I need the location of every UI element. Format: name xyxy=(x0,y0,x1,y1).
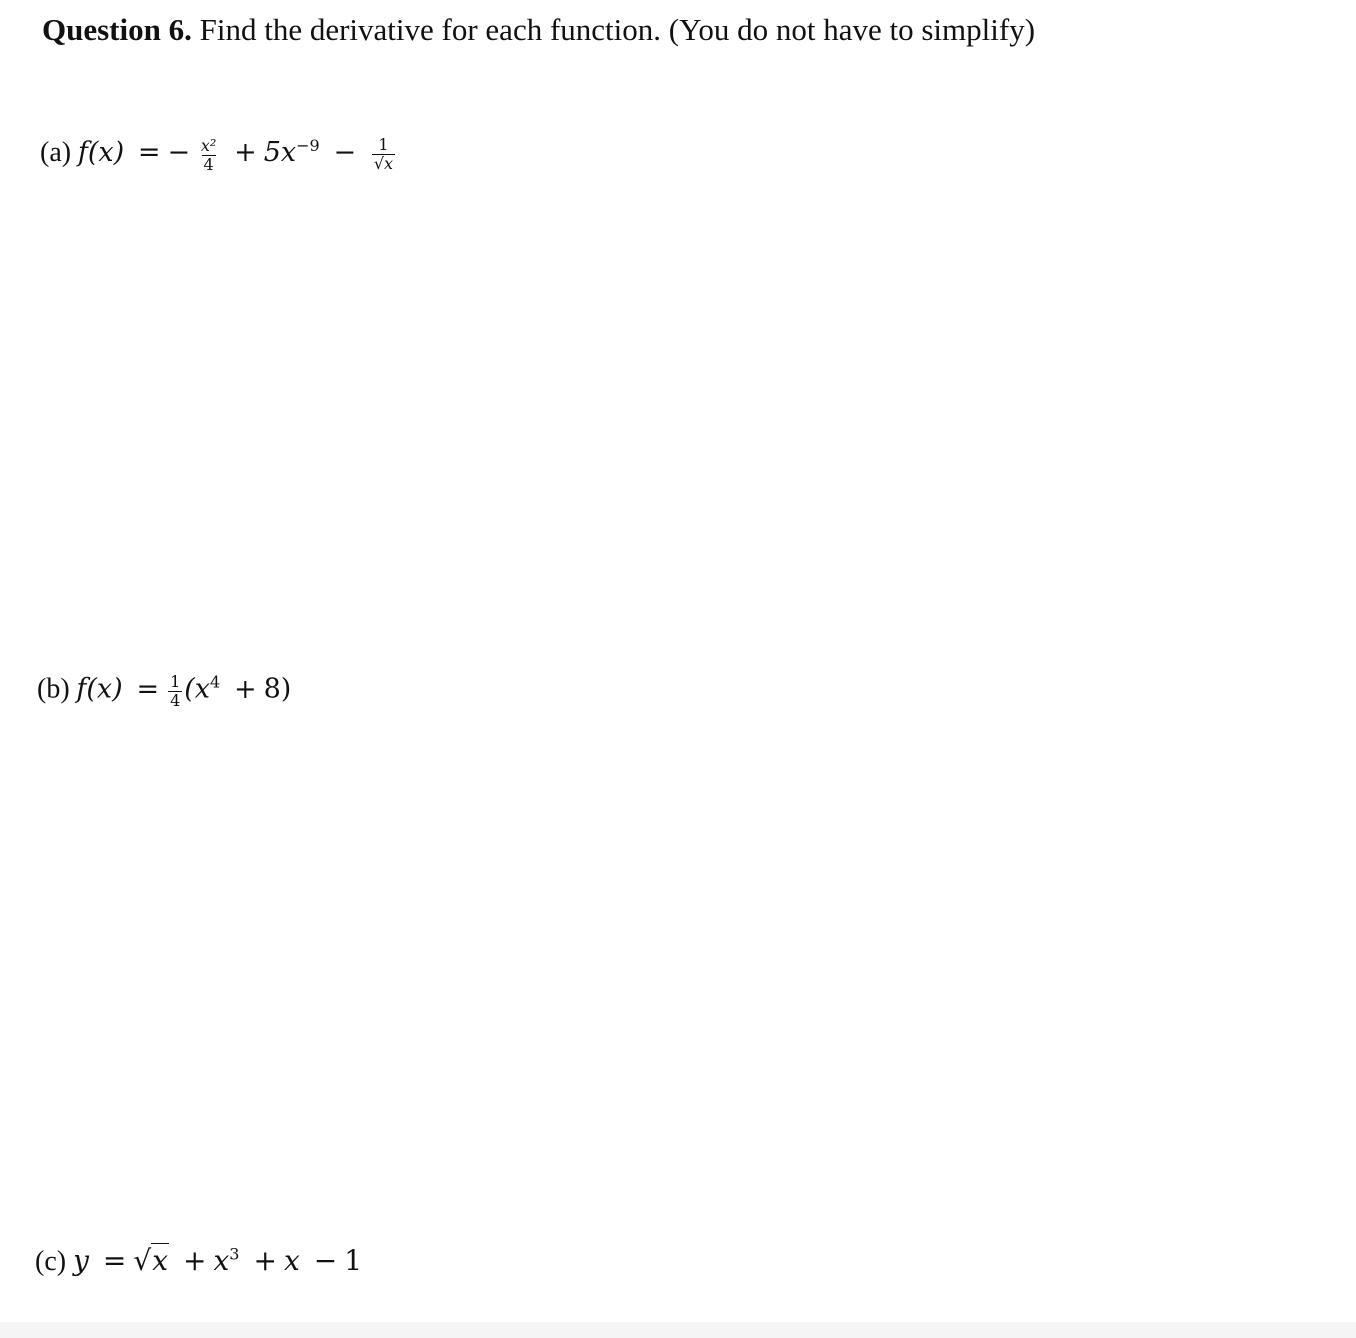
part-c-term-2: x xyxy=(213,1244,230,1277)
part-a-fraction-2 xyxy=(372,136,395,174)
part-a-fraction-2-denominator xyxy=(372,154,395,174)
part-b-label: (b) xyxy=(37,673,70,705)
part-a-label: (a) xyxy=(40,137,72,169)
part-c-term-3: x xyxy=(283,1244,300,1277)
part-b-lhs: f(x) xyxy=(76,673,123,705)
part-b-equals: = xyxy=(136,673,160,705)
part-c-constant: 1 xyxy=(344,1244,363,1277)
part-b-fraction xyxy=(168,673,182,710)
part-c-lhs: y xyxy=(73,1244,89,1277)
part-a-equals: = xyxy=(137,137,161,169)
part-a-fraction-1 xyxy=(199,137,218,174)
part-b-plus: + xyxy=(233,673,257,705)
page-bottom-edge xyxy=(0,1322,1356,1338)
part-b-fraction-numerator: 1 xyxy=(170,672,181,691)
part-b-open-term: (x xyxy=(184,673,211,705)
part-c-plus-2: + xyxy=(253,1244,277,1277)
part-a-minus-2: − xyxy=(333,137,357,169)
part-b-equation xyxy=(37,673,291,710)
part-a-equation xyxy=(40,136,397,174)
part-a-plus: + xyxy=(234,137,257,169)
part-c-term-2-exponent: 3 xyxy=(229,1244,240,1264)
part-c-equals: = xyxy=(102,1244,127,1277)
sqrt-icon: √ xyxy=(373,154,385,173)
question-label: Question 6. xyxy=(42,12,192,47)
part-c-equation xyxy=(35,1243,362,1278)
question-header xyxy=(42,10,1035,50)
part-c-radical xyxy=(133,1243,169,1278)
question-instruction: Find the derivative for each function. (You do not have to simplify) xyxy=(199,12,1036,47)
part-a-fraction-1-denominator: 4 xyxy=(203,154,214,174)
part-a-minus-1: − xyxy=(167,137,191,169)
part-c-minus: − xyxy=(313,1244,338,1277)
part-a-fraction-2-radicand: x xyxy=(384,154,394,173)
part-a-term-2-exponent: −9 xyxy=(296,136,320,156)
part-c-label: (c) xyxy=(35,1246,67,1277)
part-a-term-2: 5x xyxy=(263,137,297,169)
part-b-fraction-denominator: 4 xyxy=(170,691,181,710)
part-b-exponent: 4 xyxy=(210,672,221,692)
sqrt-icon: √ xyxy=(133,1244,152,1277)
part-c-plus-1: + xyxy=(183,1244,207,1277)
part-a-fraction-2-numerator: 1 xyxy=(378,135,389,154)
part-a-lhs: f(x) xyxy=(77,137,125,169)
part-a-fraction-1-numerator: x² xyxy=(200,135,217,155)
part-b-close-term: 8) xyxy=(263,673,292,705)
part-c-radicand: x xyxy=(152,1244,169,1277)
